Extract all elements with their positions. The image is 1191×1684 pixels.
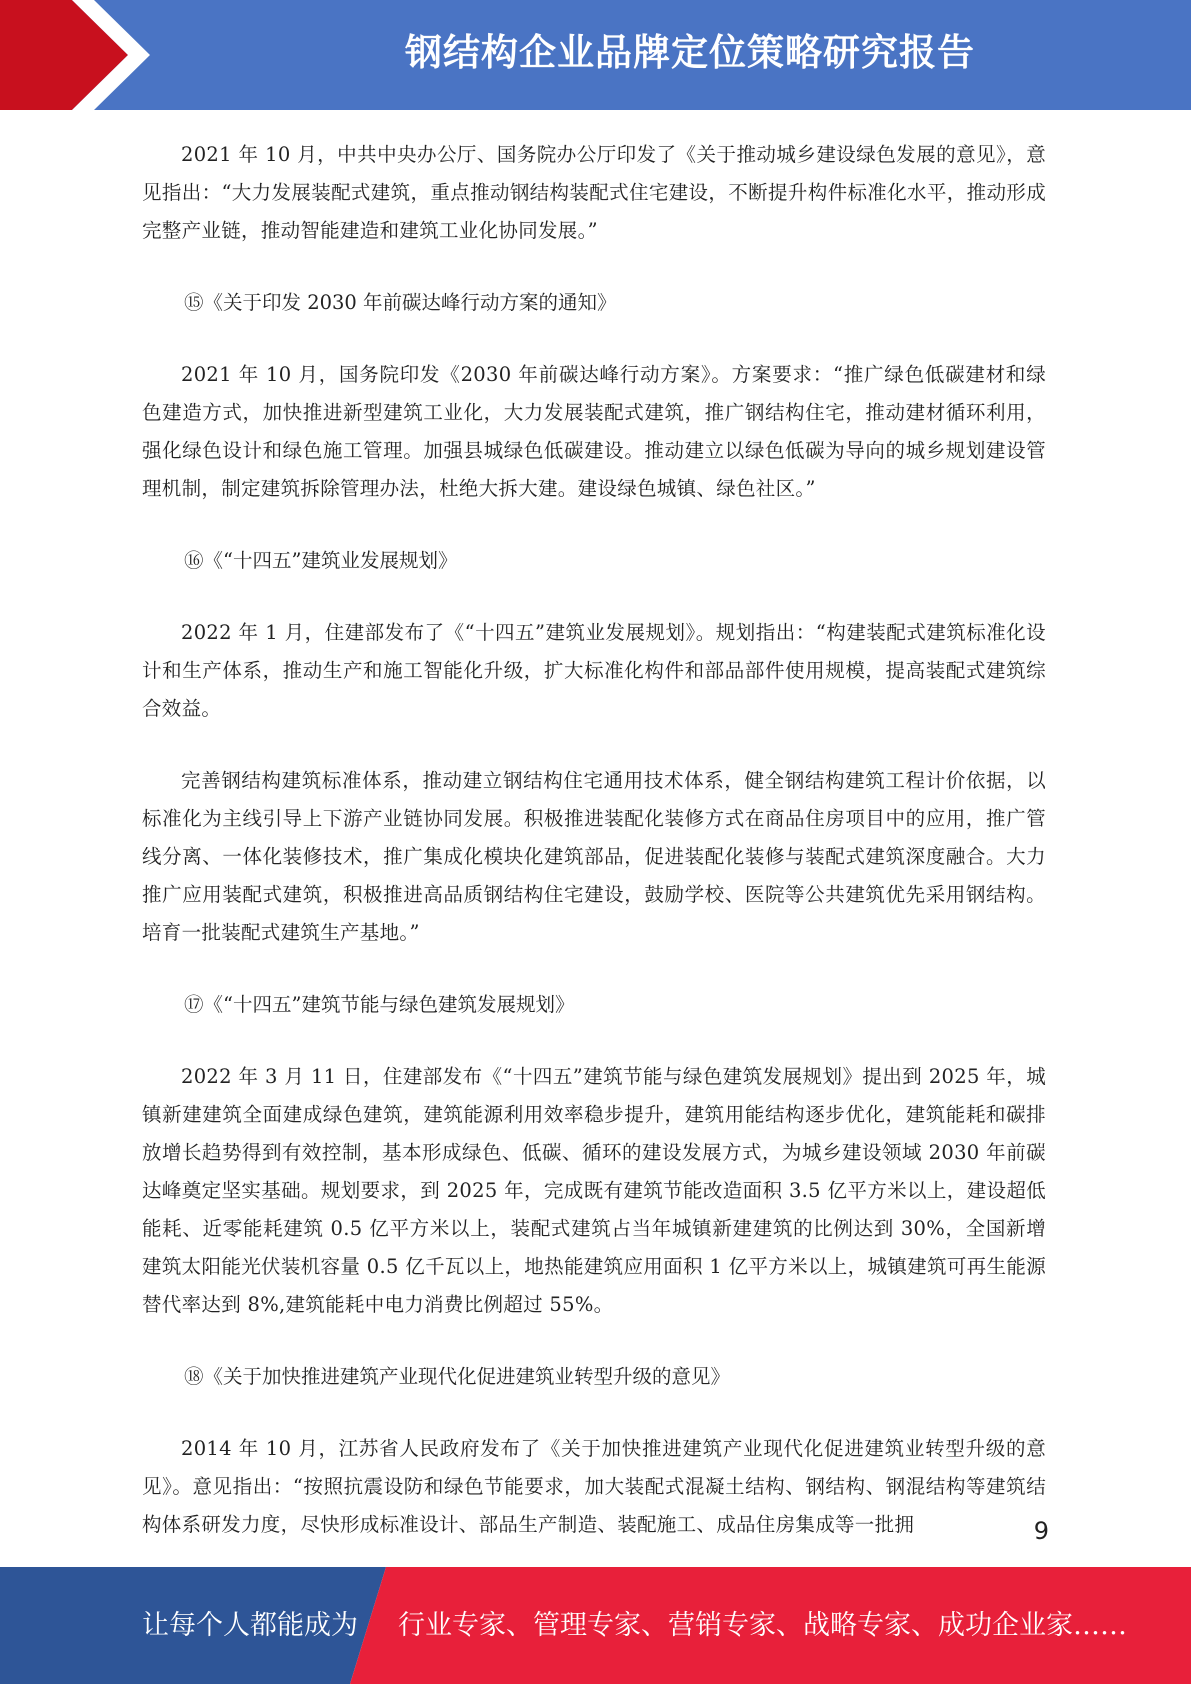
paragraph-construction-plan: 2022 年 1 月，住建部发布了《“十四五”建筑业发展规划》。规划指出：“构建装配式建筑标准化设计和生产体系，推动生产和施工智能化升级，扩大标准化构件和部品部件使用规模，提高装配式建筑综合效益。 xyxy=(142,621,1046,720)
report-title: 钢结构企业品牌定位策略研究报告 xyxy=(405,31,975,74)
header-arrow-decoration xyxy=(0,0,260,110)
paragraph-steel-standards: 完善钢结构建筑标准体系，推动建立钢结构住宅通用技术体系，健全钢结构建筑工程计价依据，以标准化为主线引导上下游产业链协同发展。积极推进装配化装修方式在商品住房项目中的应用，推广管线分离、一体化装修技术，推广集成化模块化建筑部品，促进装配化装修与装配式建筑深度融合。大力推广应用装配式建筑，积极推进高品质钢结构住宅建设，鼓励学校、医院等公共建筑优先采用钢结构。培育一批装配式建筑生产基地。” xyxy=(142,769,1046,944)
paragraph-jiangsu-opinion: 2014 年 10 月，江苏省人民政府发布了《关于加快推进建筑产业现代化促进建筑业转型升级的意见》。意见指出：“按照抗震设防和绿色节能要求，加大装配式混凝土结构、钢结构、钢混结构等建筑结构体系研发力度，尽快形成标准设计、部品生产制造、装配施工、成品住房集成等一批拥 xyxy=(142,1437,1046,1536)
page-footer xyxy=(0,1567,1191,1684)
footer-slogan-left: 让每个人都能成为 xyxy=(142,1610,358,1641)
page-header xyxy=(0,0,1191,110)
page-number: 9 xyxy=(1033,1517,1049,1545)
heading-item-16: ⑯《“十四五”建筑业发展规划》 xyxy=(184,549,458,572)
paragraph-energy-saving: 2022 年 3 月 11 日，住建部发布《“十四五”建筑节能与绿色建筑发展规划》提出到 2025 年，城镇新建建筑全面建成绿色建筑，建筑能源利用效率稳步提升，建筑用能结构逐步优化，建筑能耗和碳排放增长趋势得到有效控制，基本形成绿色、低碳、循环的建设发展方式，为城乡建设领域 2030 年前碳达峰奠定坚实基础。规划要求，到 2025 年，完成既有建筑节能改造面积 3.5 亿平方米以上，建设超低能耗、近零能耗建筑 0.5 亿平方米以上，装配式建筑占当年城镇新建建筑的比例达到 30%，全国新增建筑太阳能光伏装机容量 0.5 亿千瓦以上，地热能建筑应用面积 1 亿平方米以上，城镇建筑可再生能源替代率达到 8%,建筑能耗中电力消费比例超过 55%。 xyxy=(142,1065,1046,1316)
paragraph-carbon-peak: 2021 年 10 月，国务院印发《2030 年前碳达峰行动方案》。方案要求：“推广绿色低碳建材和绿色建造方式，加快推进新型建筑工业化，大力发展装配式建筑，推广钢结构住宅，推动建材循环利用，强化绿色设计和绿色施工管理。加强县城绿色低碳建设。推动建立以绿色低碳为导向的城乡规划建设管理机制，制定建筑拆除管理办法，杜绝大拆大建。建设绿色城镇、绿色社区。” xyxy=(142,363,1046,500)
heading-item-15: ⑮《关于印发 2030 年前碳达峰行动方案的通知》 xyxy=(184,291,617,314)
paragraph-green-development: 2021 年 10 月，中共中央办公厅、国务院办公厅印发了《关于推动城乡建设绿色发展的意见》，意见指出：“大力发展装配式建筑，重点推动钢结构装配式住宅建设，不断提升构件标准化水平，推动形成完整产业链，推动智能建造和建筑工业化协同发展。” xyxy=(142,143,1046,242)
page-content xyxy=(142,136,1046,1544)
heading-item-18: ⑱《关于加快推进建筑产业现代化促进建筑业转型升级的意见》 xyxy=(184,1365,731,1388)
heading-item-17: ⑰《“十四五”建筑节能与绿色建筑发展规划》 xyxy=(184,993,575,1016)
footer-slogan-right: 行业专家、管理专家、营销专家、战略专家、成功企业家…… xyxy=(398,1610,1127,1641)
